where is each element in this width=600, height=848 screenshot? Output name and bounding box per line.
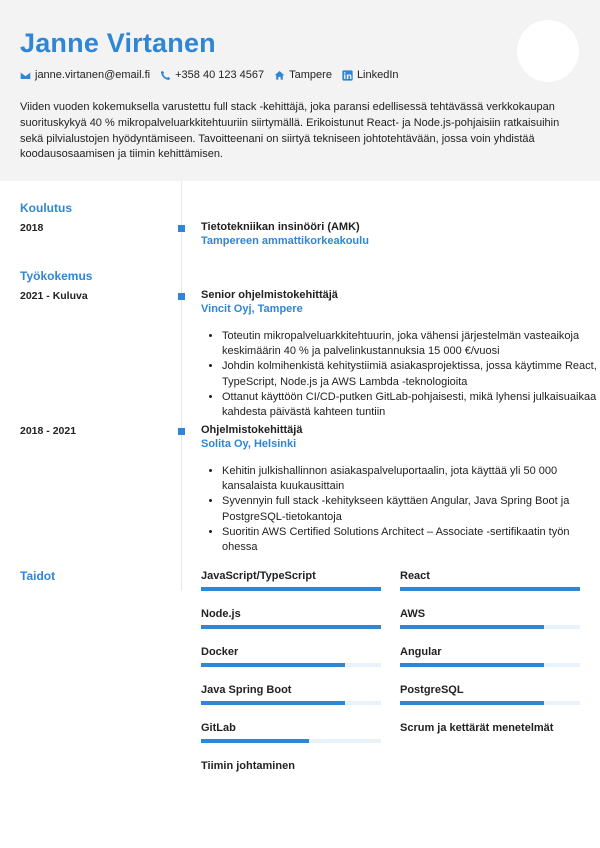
skill-name: React xyxy=(400,570,430,582)
skill-item xyxy=(201,683,381,705)
skill-level-track xyxy=(400,701,580,705)
skill-item xyxy=(201,645,381,667)
skill-level-fill xyxy=(400,701,544,705)
skill-item xyxy=(400,569,580,591)
skill-name: AWS xyxy=(400,608,426,620)
skill-name: JavaScript/TypeScript xyxy=(201,570,316,582)
list-item: • Kehitin julkishallinnon asiakaspalveluportaalin, jota käyttää yli 50 000 kansalaista kuukausittain xyxy=(222,464,600,494)
list-item: • Ottanut käyttöön CI/CD-putken GitLab-pohjaisesti, mikä lyhensi julkaisuaikaa kahdesta päivästä kahteen tuntiin xyxy=(222,390,600,420)
skill-name: GitLab xyxy=(201,722,236,734)
profile-photo-placeholder xyxy=(517,20,579,82)
phone-icon xyxy=(160,70,171,81)
contact-email-text: janne.virtanen@email.fi xyxy=(35,69,151,81)
contact-location-text: Tampere xyxy=(289,69,332,81)
linkedin-icon xyxy=(342,70,353,81)
section-title-experience: Työkokemus xyxy=(20,269,93,283)
header-panel xyxy=(0,0,600,181)
skill-item xyxy=(400,645,580,667)
candidate-name: Janne Virtanen xyxy=(20,28,216,58)
skill-level-track xyxy=(201,663,381,667)
skill-item xyxy=(400,607,580,629)
skill-level-fill xyxy=(201,701,345,705)
education-school: Tampereen ammattikorkeakoulu xyxy=(201,235,369,247)
contact-phone-text: +358 40 123 4567 xyxy=(175,69,265,81)
skill-level-track xyxy=(400,625,580,629)
skill-level-fill xyxy=(400,625,544,629)
job-2-achievements xyxy=(201,464,600,555)
skill-level-track xyxy=(201,739,381,743)
job-1-title: Senior ohjelmistokehittäjä xyxy=(201,289,338,301)
education-degree: Tietotekniikan insinööri (AMK) xyxy=(201,221,360,233)
skill-item xyxy=(201,607,381,629)
skill-level-fill xyxy=(201,625,381,629)
skill-level-fill xyxy=(400,663,544,667)
skill-level-track xyxy=(201,587,381,591)
skill-name: Docker xyxy=(201,646,239,658)
list-item: • Johdin kolmihenkistä kehitystiimiä asiakasprojektissa, jossa käytimme React, TypeScript, Node.js ja AWS Lambda -teknologioita xyxy=(222,359,600,389)
skill-level-fill xyxy=(201,663,345,667)
contact-row xyxy=(20,69,409,81)
job-2-company: Solita Oy, Helsinki xyxy=(201,438,297,450)
timeline-marker xyxy=(178,428,185,435)
profile-summary: Viiden vuoden kokemuksella varustettu full stack -kehittäjä, joka paransi edellisessä tehtävässä verkkokaupan suorituskykyä 40 % mikropalveluarkkitehtuuriin siirtymällä. Erikoistunut React- ja Node.js-pohjaisiin ratkaisuihin sekä pilvialustojen hyödyntämiseen. Tavoitteenani on siirtyä tekniseen johtotehtävään, jossa voin yhdistää koodausosaamisen ja tiimin kehittämisen. xyxy=(20,101,560,161)
skill-item xyxy=(400,721,580,739)
contact-email[interactable] xyxy=(20,69,150,81)
job-2-title: Ohjelmistokehittäjä xyxy=(201,424,303,436)
skill-level-track xyxy=(201,625,381,629)
skill-level-track xyxy=(400,663,580,667)
skill-item xyxy=(400,683,580,705)
job-1-date: 2021 - Kuluva xyxy=(20,290,88,302)
contact-linkedin-text: LinkedIn xyxy=(356,69,399,81)
job-1-achievements xyxy=(201,329,600,420)
contact-linkedin[interactable] xyxy=(342,69,399,81)
contact-phone[interactable] xyxy=(160,69,264,81)
home-icon xyxy=(274,70,285,81)
contact-location xyxy=(274,69,332,81)
skill-item xyxy=(201,721,381,743)
skill-level-fill xyxy=(201,739,309,743)
timeline-divider xyxy=(181,181,182,591)
skill-name: Angular xyxy=(400,646,442,658)
skill-level-track xyxy=(201,701,381,705)
envelope-icon xyxy=(20,70,31,81)
skill-level-fill xyxy=(201,587,381,591)
skill-name: PostgreSQL xyxy=(400,684,464,696)
education-date: 2018 xyxy=(20,222,44,234)
skill-level-fill xyxy=(400,587,580,591)
job-2-date: 2018 - 2021 xyxy=(20,425,77,437)
job-1-company: Vincit Oyj, Tampere xyxy=(201,303,303,315)
list-item: • Syvennyin full stack -kehitykseen käyttäen Angular, Java Spring Boot ja PostgreSQL-tietokantoja xyxy=(222,494,600,524)
skill-name: Tiimin johtaminen xyxy=(201,760,295,772)
skill-name: Node.js xyxy=(201,608,241,620)
list-item: • Suoritin AWS Certified Solutions Architect – Associate -sertifikaatin työn ohessa xyxy=(222,525,600,555)
section-title-skills: Taidot xyxy=(20,569,56,583)
skill-level-track xyxy=(400,587,580,591)
timeline-marker xyxy=(178,225,185,232)
skill-name: Scrum ja kettärät menetelmät xyxy=(400,722,554,734)
skill-item xyxy=(201,759,381,777)
list-item: • Toteutin mikropalveluarkkitehtuurin, joka vähensi järjestelmän vasteaikoja keskimäärin 40 % ja palvelinkustannuksia 15 000 €/vuosi xyxy=(222,329,600,359)
timeline-marker xyxy=(178,293,185,300)
skill-name: Java Spring Boot xyxy=(201,684,292,696)
section-title-education: Koulutus xyxy=(20,201,72,215)
skill-item xyxy=(201,569,381,591)
